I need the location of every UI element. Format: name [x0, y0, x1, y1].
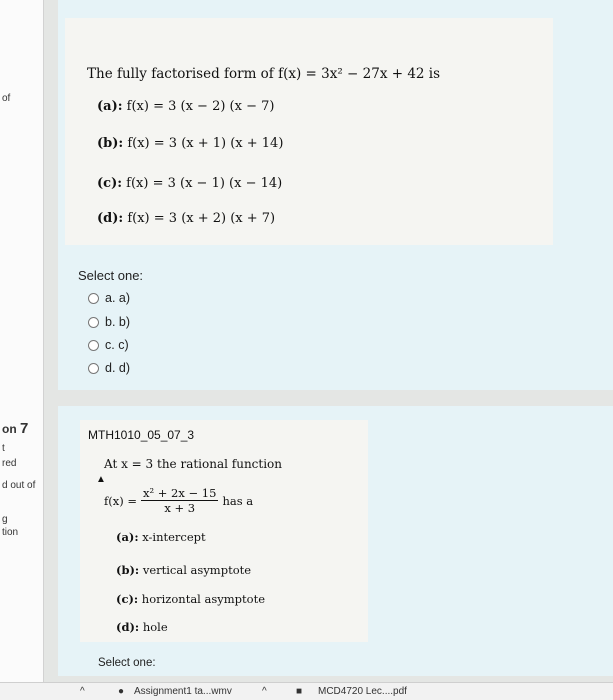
option-d — [97, 211, 275, 226]
option-c — [97, 176, 282, 191]
pdf-file-icon: ■ — [296, 686, 303, 697]
option-key: (d): — [97, 211, 124, 226]
option-text: x-intercept — [142, 530, 206, 544]
option-text: f(x) = 3 (x − 2) (x − 7) — [126, 99, 275, 114]
option-b — [97, 136, 283, 151]
select-one-label: Select one: — [98, 657, 156, 669]
radio-button[interactable] — [88, 293, 99, 304]
fraction-numerator: x² + 2x − 15 — [143, 486, 217, 500]
choice-label: a. a) — [105, 291, 131, 305]
option-a — [116, 530, 206, 544]
option-text: horizontal asymptote — [141, 592, 265, 606]
download-item-assignment[interactable]: Assignment1 ta...wmv — [134, 686, 232, 697]
chevron-up-icon[interactable]: ^ — [80, 686, 85, 697]
option-key: (b): — [116, 563, 140, 577]
option-text: vertical asymptote — [142, 563, 252, 577]
answer-choice-a[interactable] — [88, 291, 130, 305]
rail-prev-fragment: of — [2, 93, 11, 104]
status-line-1: t — [2, 443, 5, 454]
function-lhs: f(x) = — [104, 493, 138, 508]
answer-choice-b[interactable] — [88, 315, 130, 329]
option-text: hole — [142, 620, 168, 634]
option-key: (c): — [97, 176, 123, 191]
option-a — [97, 99, 274, 114]
chevron-up-icon[interactable]: ^ — [262, 686, 267, 697]
option-key: (a): — [116, 530, 139, 544]
download-item-lecture[interactable]: MCD4720 Lec....pdf — [318, 686, 407, 697]
video-file-icon: ● — [118, 686, 125, 697]
rational-function — [104, 486, 253, 515]
function-fraction — [141, 486, 218, 515]
function-rhs: has a — [222, 493, 254, 508]
radio-button[interactable] — [88, 317, 99, 328]
choice-label: c. c) — [105, 338, 129, 352]
option-b — [116, 563, 251, 577]
option-text: f(x) = 3 (x + 1) (x + 14) — [127, 136, 284, 151]
question-statement: The fully factorised form of f(x) = 3x² − 27x + 42 is — [87, 66, 441, 82]
status-line-2: red — [2, 458, 17, 469]
flag-question-line-1[interactable]: g — [2, 514, 8, 525]
question-text-box — [65, 18, 553, 245]
radio-button[interactable] — [88, 363, 99, 374]
mouse-cursor-icon: ▲ — [96, 474, 106, 485]
question-card-1 — [58, 0, 613, 390]
question-number-label — [2, 420, 28, 437]
fraction-denominator: x + 3 — [164, 501, 196, 515]
radio-button[interactable] — [88, 340, 99, 351]
select-one-label: Select one: — [78, 268, 144, 283]
option-key: (a): — [97, 99, 123, 114]
answer-choice-d[interactable] — [88, 361, 130, 375]
question-code: MTH1010_05_07_3 — [88, 428, 195, 442]
question-card-2 — [58, 406, 613, 676]
option-d — [116, 620, 168, 634]
download-bar — [0, 682, 613, 700]
choice-label: d. d) — [105, 361, 131, 375]
option-key: (d): — [116, 620, 140, 634]
question-label: on — [2, 422, 17, 436]
flag-question-line-2[interactable]: tion — [2, 527, 19, 538]
question-text-box — [80, 420, 368, 642]
option-key: (b): — [97, 136, 124, 151]
answer-choice-c[interactable] — [88, 338, 129, 352]
option-c — [116, 592, 265, 606]
option-key: (c): — [116, 592, 139, 606]
option-text: f(x) = 3 (x − 1) (x − 14) — [126, 176, 283, 191]
question-statement: At x = 3 the rational function — [104, 457, 283, 471]
choice-label: b. b) — [105, 315, 131, 329]
quiz-navigation-rail — [0, 0, 44, 700]
option-text: f(x) = 3 (x + 2) (x + 7) — [127, 211, 276, 226]
question-number: 7 — [20, 420, 29, 437]
marked-out-of: d out of — [2, 480, 36, 491]
